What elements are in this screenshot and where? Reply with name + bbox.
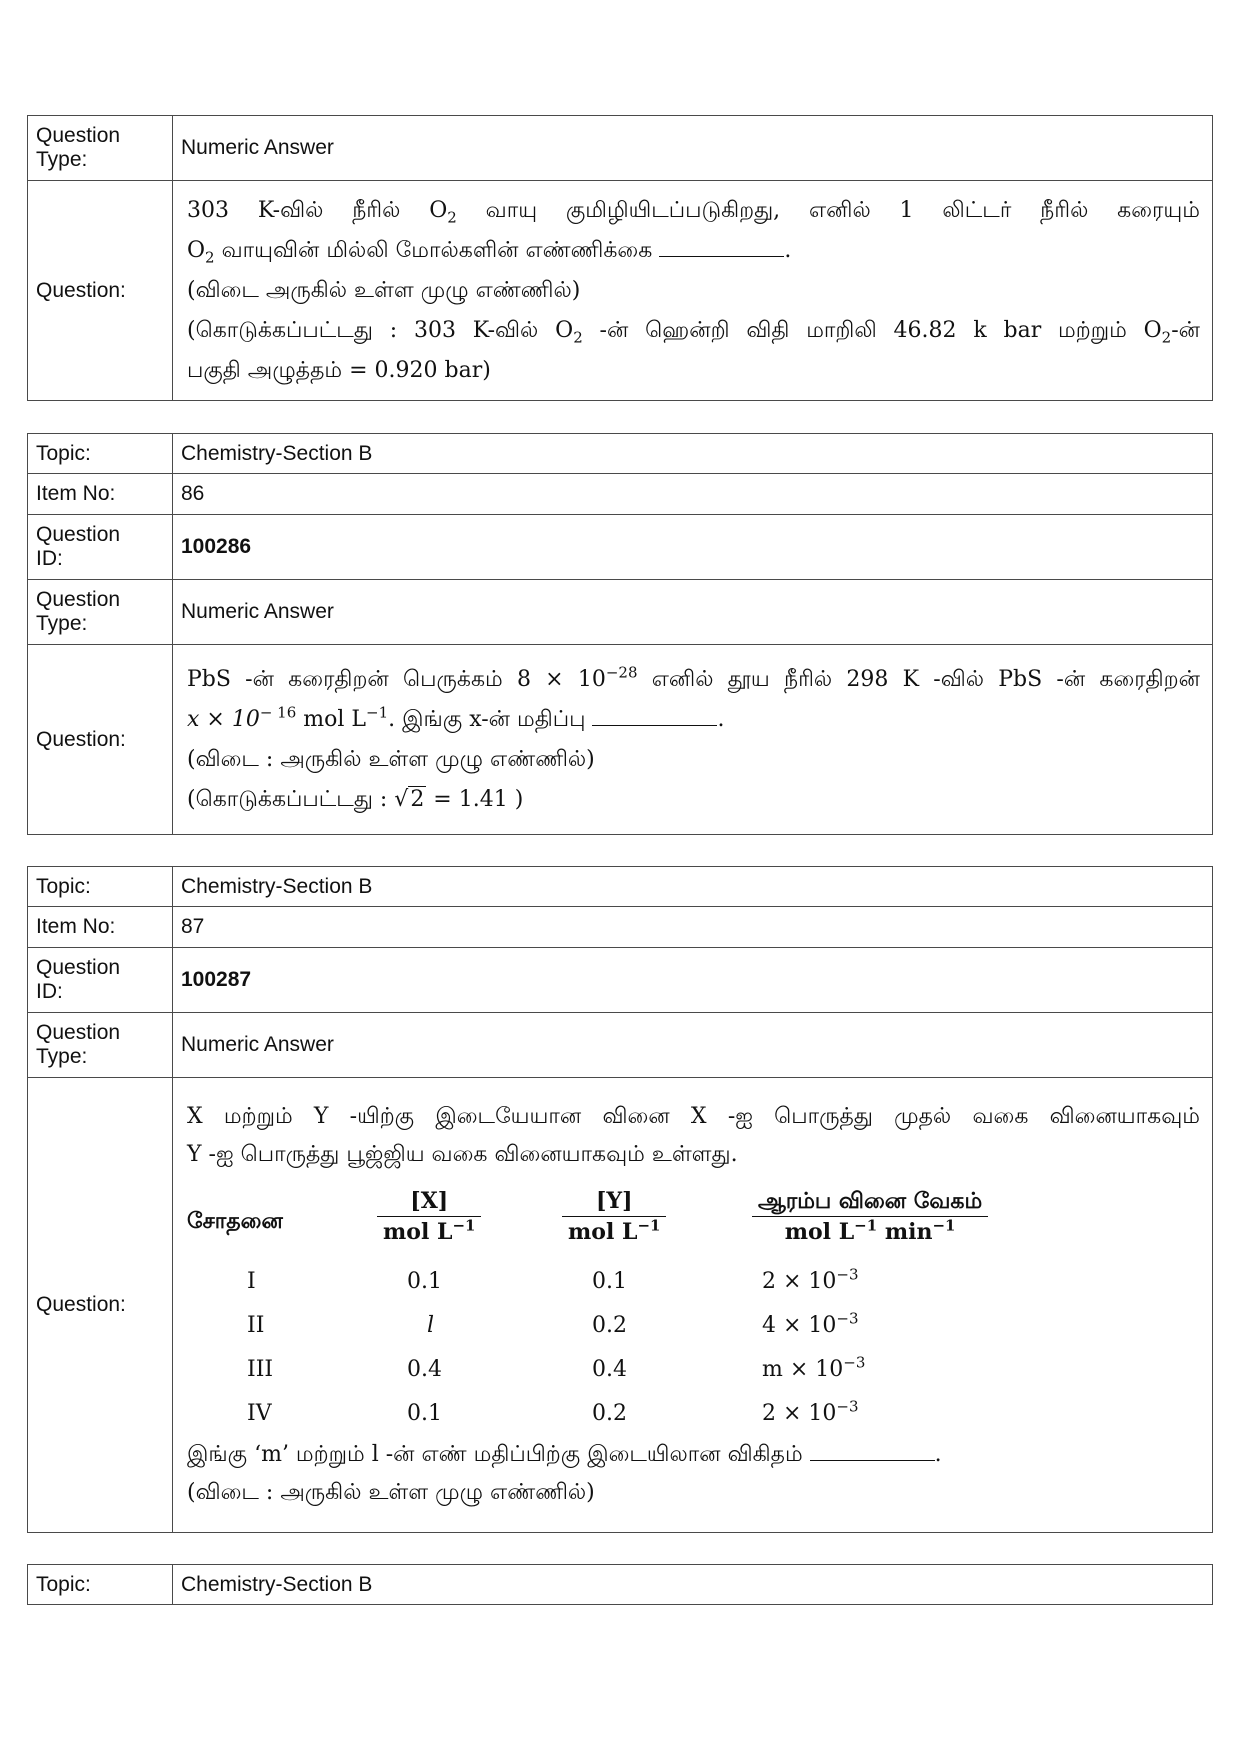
- rate-table-header-rate: $\frac{\text{ஆரம்ப வினை வேகம்}}{mol L^{-1} \min^{-1}}$: [752, 1182, 1032, 1260]
- question-line: (கொடுக்கப்பட்டது : √2 = 1.41 ): [187, 786, 524, 812]
- question-line: $x \times 10^{- 16}$ mol $L^{-1}$. இங்கு x-ன் மதிப்பு .: [187, 703, 725, 732]
- question-type-label: Question Type:: [28, 580, 173, 645]
- question-body: [173, 181, 1213, 401]
- question-type-value: Numeric Answer: [173, 1013, 1213, 1078]
- question-label: Question:: [28, 181, 173, 401]
- question-block-0: [27, 115, 1213, 401]
- question-label: Question:: [28, 1078, 173, 1533]
- rate-table-cell-y: 0.2: [592, 1401, 627, 1426]
- question-type-label: Question Type:: [28, 116, 173, 181]
- item-no-label: Item No:: [28, 474, 173, 515]
- question-line: (கொடுக்கப்பட்டது : 303 K-வில் $O_2$ -ன் ஹென்றி விதி மாறிலி 46.82 k bar மற்றும் $O_2-ன்$: [187, 317, 1200, 346]
- question-id-label: Question ID:: [28, 948, 173, 1013]
- topic-label: Topic:: [28, 867, 173, 907]
- topic-value: Chemistry-Section B: [173, 1565, 1213, 1605]
- question-block-next: [27, 1564, 1213, 1605]
- topic-value: Chemistry-Section B: [173, 434, 1213, 474]
- question-line: (விடை அருகில் உள்ள முழு எண்ணில்): [187, 277, 581, 303]
- rate-table-cell-exp: I: [247, 1269, 256, 1294]
- rate-table-cell-exp: II: [247, 1313, 265, 1338]
- rate-table-cell-y: 0.4: [592, 1357, 627, 1382]
- rate-table-cell-x: l: [427, 1313, 435, 1338]
- rate-table-cell-y: 0.2: [592, 1313, 627, 1338]
- rate-table-cell-x: 0.4: [407, 1357, 442, 1382]
- question-line: (விடை : அருகில் உள்ள முழு எண்ணில்): [187, 1480, 595, 1505]
- rate-table-cell-x: 0.1: [407, 1269, 442, 1294]
- question-type-label: Question Type:: [28, 1013, 173, 1078]
- rate-table-header-x: $\frac{[X]}{mol L^{-1}}$: [377, 1182, 562, 1260]
- question-body: [173, 1078, 1213, 1533]
- question-line: Y -ஐ பொருத்து பூஜ்ஜிய வகை வினையாகவும் உள்ளது.: [187, 1142, 738, 1167]
- question-line: X மற்றும் Y -யிற்கு இடையேயான வினை X -ஐ பொருத்து முதல் வகை வினையாகவும்: [187, 1104, 1200, 1129]
- rate-table-cell-rate: $2 \times 10^{-3}$: [762, 1397, 859, 1426]
- rate-table-cell-y: 0.1: [592, 1269, 627, 1294]
- rate-table-cell-exp: III: [247, 1357, 274, 1382]
- topic-label: Topic:: [28, 1565, 173, 1605]
- question-block-86: [27, 433, 1213, 835]
- question-id-value: 100286: [173, 515, 1213, 580]
- question-label: Question:: [28, 645, 173, 835]
- rate-table: [187, 1182, 1200, 1436]
- question-line: (விடை : அருகில் உள்ள முழு எண்ணில்): [187, 746, 595, 772]
- question-line: 303 K-வில் நீரில் $O_2$ வாயு குமிழியிடப்படுகிறது, எனில் 1 லிட்டர் நீரில் கரையும்: [187, 197, 1200, 226]
- question-block-87: [27, 866, 1213, 1533]
- rate-table-header-experiment: சோதனை: [187, 1208, 283, 1234]
- rate-table-cell-x: 0.1: [407, 1401, 442, 1426]
- answer-blank: [810, 1438, 935, 1461]
- rate-table-cell-exp: IV: [247, 1401, 272, 1426]
- question-body: [173, 645, 1213, 835]
- question-type-value: Numeric Answer: [173, 116, 1213, 181]
- question-line: $O_2$ வாயுவின் மில்லி மோல்களின் எண்ணிக்கை .: [187, 231, 1200, 271]
- question-line: PbS -ன் கரைதிறன் பெருக்கம் $8 \times 10^{-28}$ எனில் தூய நீரில் 298 K -வில் PbS -ன் கரைதிறன்: [187, 663, 1200, 692]
- answer-blank: [592, 703, 717, 726]
- topic-value: Chemistry-Section B: [173, 867, 1213, 907]
- rate-table-cell-rate: $2 \times 10^{-3}$: [762, 1265, 859, 1294]
- question-id-label: Question ID:: [28, 515, 173, 580]
- question-line: பகுதி அழுத்தம் = 0.920 bar): [187, 357, 491, 383]
- rate-table-cell-rate: $4 \times 10^{-3}$: [762, 1309, 859, 1338]
- rate-table-cell-rate: $m \times 10^{-3}$: [762, 1353, 866, 1382]
- question-line: இங்கு ‘m’ மற்றும் l -ன் எண் மதிப்பிற்கு இடையிலான விகிதம் .: [187, 1436, 1200, 1474]
- item-no-value: 86: [173, 474, 1213, 515]
- question-id-value: 100287: [173, 948, 1213, 1013]
- item-no-label: Item No:: [28, 907, 173, 948]
- topic-label: Topic:: [28, 434, 173, 474]
- answer-blank: [659, 234, 784, 257]
- question-type-value: Numeric Answer: [173, 580, 1213, 645]
- rate-table-header-y: $\frac{[Y]}{mol L^{-1}}$: [562, 1182, 752, 1260]
- item-no-value: 87: [173, 907, 1213, 948]
